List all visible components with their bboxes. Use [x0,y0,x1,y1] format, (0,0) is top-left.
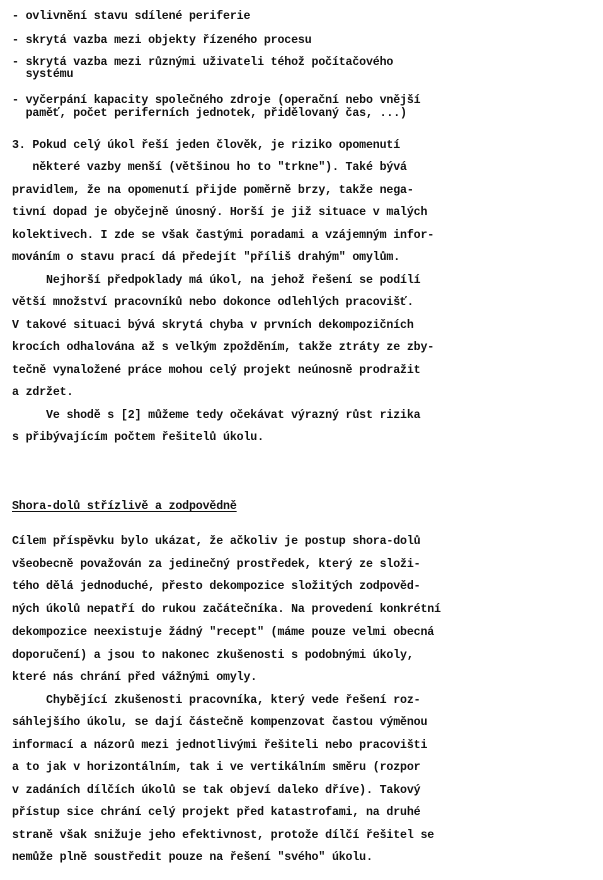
paragraph-line: 3. Pokud celý úkol řeší jeden člověk, je riziko opomenutí [12,139,401,152]
paragraph-line: informací a názorů mezi jednotlivými řešiteli nebo pracovišti [12,739,428,752]
paragraph-line: tého dělá jednoduché, přesto dekompozice složitých zodpověd- [12,580,421,593]
paragraph-line: s přibývajícím počtem řešitelů úkolu. [12,431,264,444]
paragraph-line: větší množství pracovníků nebo dokonce odlehlých pracovišť. [12,296,414,309]
paragraph-line: krocích odhalována až s velkým zpožděním, takže ztráty ze zby- [12,341,435,354]
paragraph-line: a zdržet. [12,386,74,399]
paragraph-line: Ve shodě s [2] můžeme tedy očekávat výrazný růst rizika [12,409,421,422]
paragraph-line: Cílem příspěvku bylo ukázat, že ačkoliv je postup shora-dolů [12,535,421,548]
paragraph-line: ných úkolů nepatří do rukou začátečníka. Na provedení konkrétní [12,603,441,616]
paragraph-line: některé vazby menší (většinou ho to "trkne"). Také bývá [12,161,407,174]
paragraph-line: tivní dopad je obyčejně únosný. Horší je již situace v malých [12,206,428,219]
paragraph-line: nemůže plně soustředit pouze na řešení "svého" úkolu. [12,851,373,864]
section-heading: Shora-dolů střízlivě a zodpovědně [12,500,237,513]
paragraph-line: všeobecně považován za jedinečný prostředek, který ze složi- [12,558,421,571]
bullet-4-line-2: paměť, počet periferních jednotek, přidělovaný čas, ...) [12,107,407,120]
paragraph-line: V takové situaci bývá skrytá chyba v prvních dekompozičních [12,319,414,332]
paragraph-line: Chybějící zkušenosti pracovníka, který vede řešení roz- [12,694,421,707]
bullet-2: - skrytá vazba mezi objekty řízeného procesu [12,34,312,47]
bullet-3-line-1: - skrytá vazba mezi různými uživateli téhož počítačového [12,56,394,69]
paragraph-line: doporučení) a jsou to nakonec zkušenosti s podobnými úkoly, [12,649,414,662]
paragraph-line: přístup sice chrání celý projekt před katastrofami, na druhé [12,806,421,819]
paragraph-line: a to jak v horizontálním, tak i ve vertikálním směru (rozpor [12,761,421,774]
paragraph-line: v zadáních dílčích úkolů se tak objeví daleko dříve). Takový [12,784,421,797]
paragraph-line: tečně vynaložené práce mohou celý projekt neúnosně prodražit [12,364,421,377]
paragraph-line: které nás chrání před vážnými omyly. [12,671,258,684]
paragraph-line: sáhlejšího úkolu, se dají částečně kompenzovat častou výměnou [12,716,428,729]
paragraph-line: kolektivech. I zde se však častými poradami a vzájemným infor- [12,229,435,242]
bullet-3-line-2: systému [12,68,74,81]
paragraph-line: straně však snižuje jeho efektivnost, protože dílčí řešitel se [12,829,435,842]
paragraph-line: dekompozice neexistuje žádný "recept" (máme pouze velmi obecná [12,626,435,639]
paragraph-line: mováním o stavu prací dá předejít "příliš drahým" omylům. [12,251,401,264]
paragraph-line: pravidlem, že na opomenutí přijde poměrně brzy, takže nega- [12,184,414,197]
bullet-4-line-1: - vyčerpání kapacity společného zdroje (operační nebo vnější [12,94,421,107]
paragraph-line: Nejhorší předpoklady má úkol, na jehož řešení se podílí [12,274,421,287]
bullet-1: - ovlivnění stavu sdílené periferie [12,10,251,23]
